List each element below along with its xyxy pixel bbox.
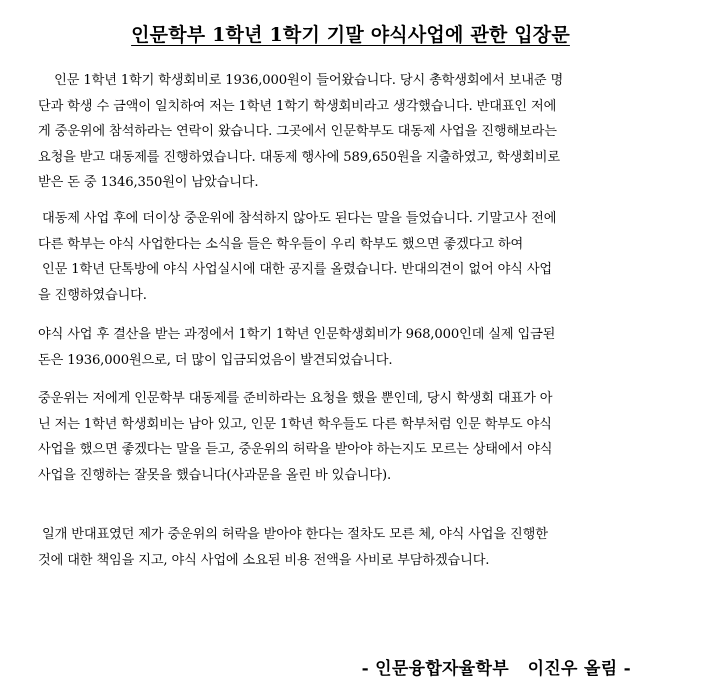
paragraph-line: 대동제 사업 후에 더이상 중운위에 참석하지 않아도 된다는 말을 들었습니다. 기말고사 전에 bbox=[38, 211, 557, 226]
document-title: 인문학부 1학년 1학기 기말 야식사업에 관한 입장문 bbox=[131, 24, 570, 46]
paragraph-line: 것에 대한 책임을 지고, 야식 사업에 소요된 비용 전액을 사비로 부담하겠습니다. bbox=[38, 552, 490, 568]
paragraph-line: 야식 사업 후 결산을 받는 과정에서 1학기 1학년 인문학생회비가 968,000인데 실제 입금된 bbox=[38, 327, 556, 342]
paragraph-line: 요청을 받고 대동제를 진행하였습니다. 대동제 행사에 589,650원을 지출하였고, 학생회비로 bbox=[38, 149, 560, 165]
paragraph-2 bbox=[38, 206, 658, 308]
paragraph-3 bbox=[38, 322, 658, 373]
paragraph-line: 다른 학부는 야식 사업한다는 소식을 들은 학우들이 우리 학부도 했으면 좋겠다고 하여 bbox=[38, 236, 524, 252]
paragraph-line: 돈은 1936,000원으로, 더 많이 입금되었음이 발견되었습니다. bbox=[38, 352, 393, 368]
paragraph-line: 받은 돈 중 1346,350원이 남았습니다. bbox=[38, 175, 259, 190]
paragraph-line: 을 진행하였습니다. bbox=[38, 287, 147, 303]
paragraph-line: 사업을 진행하는 잘못을 했습니다(사과문을 올린 바 있습니다). bbox=[38, 467, 392, 483]
paragraph-line: 닌 저는 1학년 학생회비는 남아 있고, 인문 1학년 학우들도 다른 학부처럼 인문 학부도 야식 bbox=[38, 416, 552, 432]
signature: - 인문융합자율학부 이진우 올림 - bbox=[361, 659, 631, 679]
paragraph-line: 인문 1학년 1학기 학생회비로 1936,000원이 들어왔습니다. 당시 총학생회에서 보내준 명 bbox=[38, 73, 564, 88]
paragraph-line: 사업을 했으면 좋겠다는 말을 듣고, 중운위의 허락을 받아야 하는지도 모르는 상태에서 야식 bbox=[38, 442, 553, 457]
paragraph-1 bbox=[38, 68, 658, 196]
paragraph-line: 인문 1학년 단톡방에 야식 사업실시에 대한 공지를 올렸습니다. 반대의견이 없어 야식 사업 bbox=[38, 262, 552, 277]
paragraph-line: 단과 학생 수 금액이 일치하여 저는 1학년 1학기 학생회비라고 생각했습니다. 반대표인 저에 bbox=[38, 98, 557, 114]
paragraph-line: 중운위는 저에게 인문학부 대동제를 준비하라는 요청을 했을 뿐인데, 당시 학생회 대표가 아 bbox=[38, 391, 553, 406]
paragraph-line: 게 중운위에 참석하라는 연락이 왔습니다. 그곳에서 인문학부도 대동제 사업을 진행해보라는 bbox=[38, 124, 557, 139]
paragraph-4 bbox=[38, 386, 658, 488]
paragraph-5 bbox=[38, 522, 658, 573]
paragraph-line: 일개 반대표였던 제가 중운위의 허락을 받아야 한다는 절차도 모른 체, 야식 사업을 진행한 bbox=[38, 527, 548, 542]
